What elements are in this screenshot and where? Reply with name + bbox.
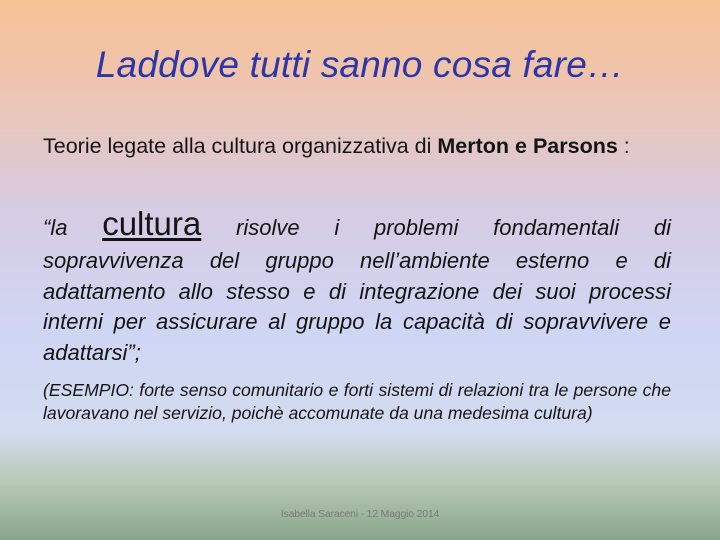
intro-colon: : <box>617 134 630 158</box>
footer: Isabella Saraceni - 12 Maggio 2014 <box>280 508 440 520</box>
slide-title: Laddove tutti sanno cosa fare… <box>95 44 625 85</box>
example-paragraph: (ESEMPIO: forte senso comunitario e forti sistemi di relazioni tra le persone che lavoravano nel servizio, poichè accomunate da una medesima cultura) <box>43 380 671 423</box>
quote-continuation: sopravvivenza del gruppo nell’ambiente esterno e di adattamento allo stesso e di integrazione dei suoi processi interni per assicurare al gruppo la capacità di sopravvivere e adattarsi”; <box>43 248 671 365</box>
quote-word: i <box>334 215 340 240</box>
quote-word: risolve <box>236 215 300 240</box>
quote-word: fondamentali <box>493 215 620 240</box>
quote-word: “la <box>43 215 68 240</box>
intro-text: Teorie legate alla cultura organizzativa di <box>43 134 438 158</box>
quote-word: problemi <box>373 215 459 240</box>
intro-paragraph <box>43 132 683 160</box>
intro-authors: Merton e Parsons <box>437 134 618 158</box>
quote-highlight-word: cultura <box>102 205 202 242</box>
quote-first-line <box>43 205 671 243</box>
quote-word: di <box>653 215 671 240</box>
